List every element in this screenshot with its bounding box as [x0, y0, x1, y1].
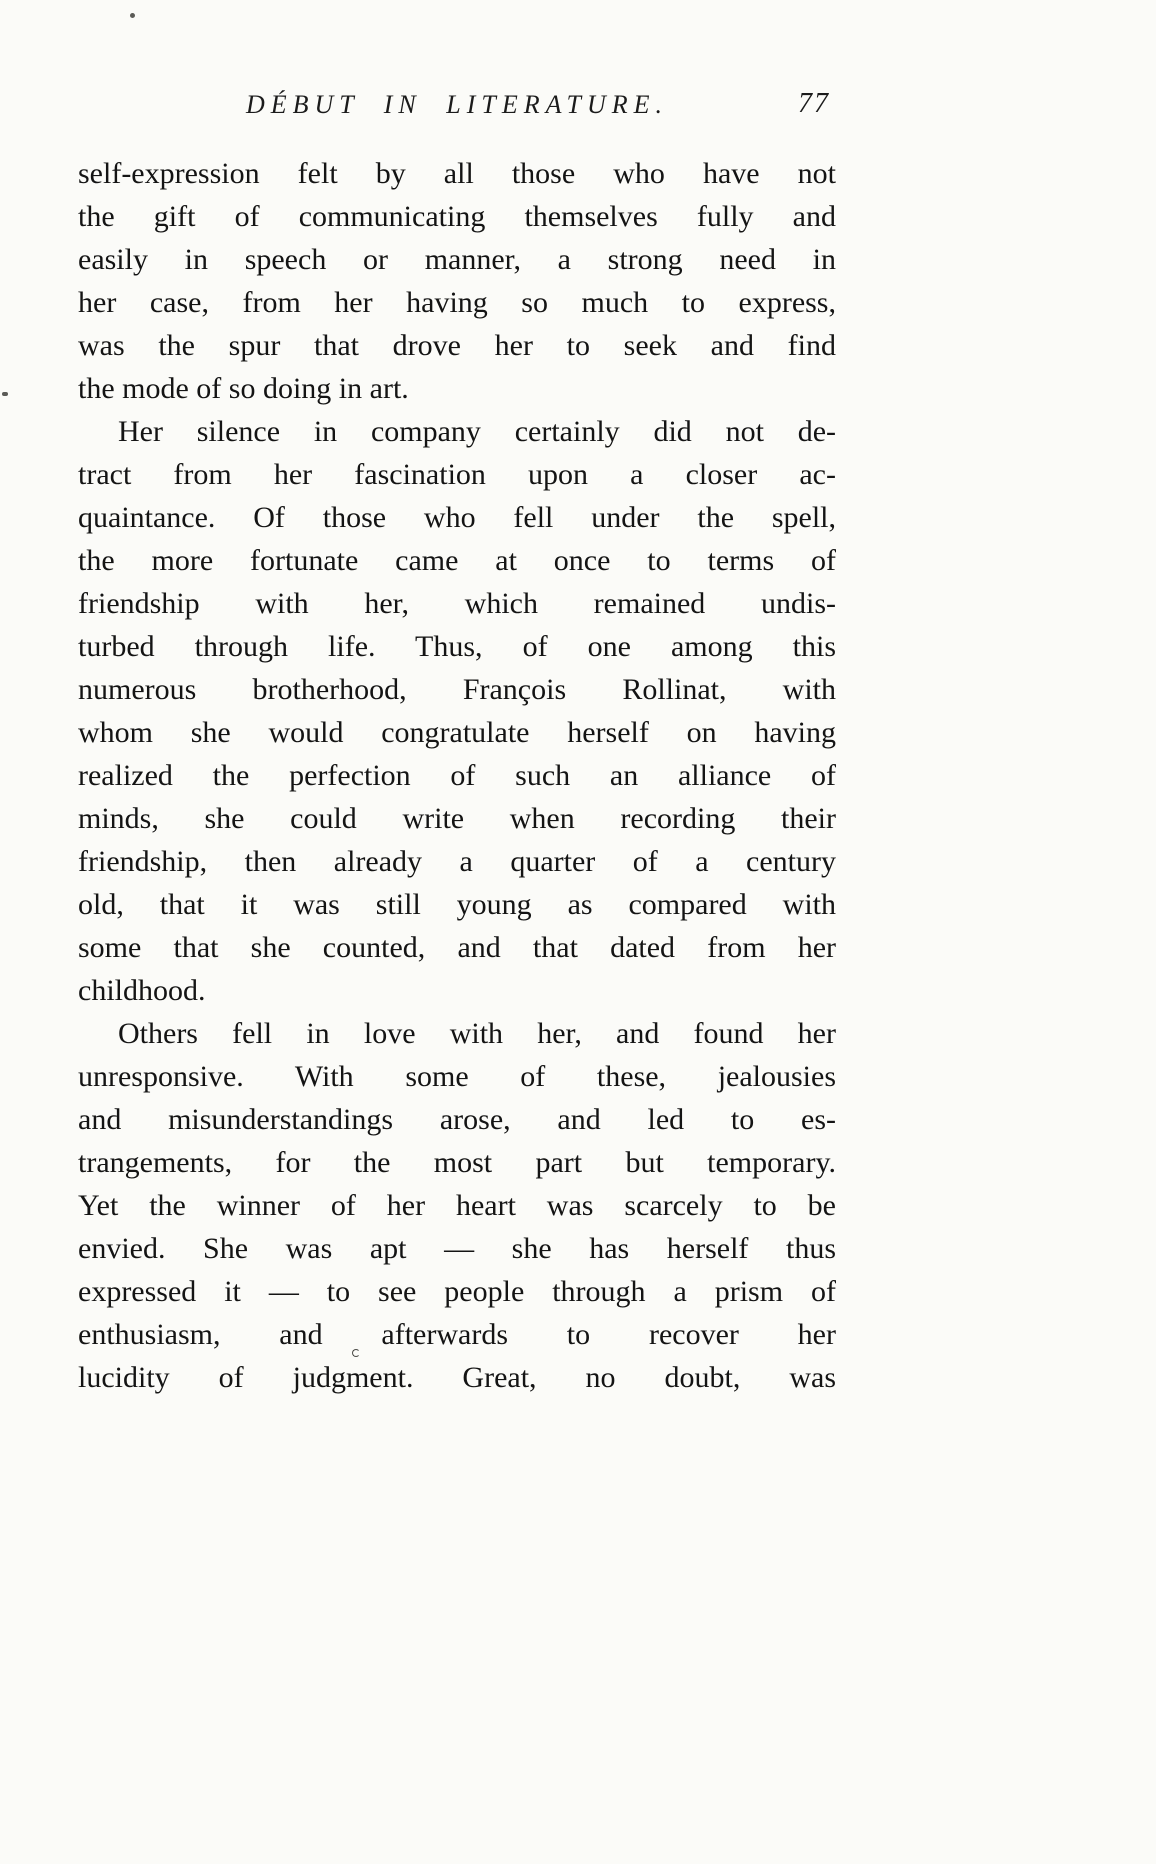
paragraph — [78, 1012, 836, 1399]
text-column — [78, 152, 836, 1399]
text-line: Her silence in company certainly did not de- — [118, 415, 836, 448]
text-line: and misunderstandings arose, and led to es- — [78, 1103, 836, 1136]
text-line: Yet the winner of her heart was scarcely to be — [78, 1189, 836, 1222]
text-line: minds, she could write when recording their — [78, 802, 836, 835]
text-line: the more fortunate came at once to terms of — [78, 544, 836, 577]
text-line: the mode of so doing in art. — [78, 372, 409, 405]
running-header — [78, 84, 836, 134]
page-number: 77 — [798, 88, 830, 119]
scan-speck — [130, 13, 135, 18]
text-line: realized the perfection of such an alliance of — [78, 759, 836, 792]
text-line: enthusiasm, and afterwards to recover her — [78, 1318, 836, 1351]
text-line: her case, from her having so much to express, — [78, 286, 836, 319]
paragraph — [78, 410, 836, 1012]
text-line: tract from her fascination upon a closer ac- — [78, 458, 836, 491]
text-line: friendship with her, which remained undis- — [78, 587, 836, 620]
text-line: was the spur that drove her to seek and find — [78, 329, 836, 362]
paragraph — [78, 152, 836, 410]
text-line: quaintance. Of those who fell under the spell, — [78, 501, 836, 534]
text-line: expressed it — to see people through a prism of — [78, 1275, 836, 1308]
text-line: numerous brotherhood, François Rollinat, with — [78, 673, 836, 706]
text-line: trangements, for the most part but temporary. — [78, 1146, 836, 1179]
text-line: unresponsive. With some of these, jealousies — [78, 1060, 836, 1093]
text-line: lucidity of judgment. Great, no doubt, was — [78, 1361, 836, 1394]
text-line: some that she counted, and that dated from her — [78, 931, 836, 964]
text-line: easily in speech or manner, a strong need in — [78, 243, 836, 276]
text-line: envied. She was apt — she has herself thus — [78, 1232, 836, 1265]
text-line: whom she would congratulate herself on having — [78, 716, 836, 749]
text-line: friendship, then already a quarter of a century — [78, 845, 836, 878]
scan-speck — [2, 392, 8, 396]
text-line: the gift of communicating themselves fully and — [78, 200, 836, 233]
chapter-running-title: DÉBUT IN LITERATURE. — [245, 90, 669, 119]
text-line: self-expression felt by all those who have not — [78, 157, 836, 190]
text-line: childhood. — [78, 974, 206, 1007]
text-line: old, that it was still young as compared with — [78, 888, 836, 921]
text-line: Others fell in love with her, and found her — [118, 1017, 836, 1050]
text-block — [78, 84, 836, 1399]
text-line: turbed through life. Thus, of one among this — [78, 630, 836, 663]
